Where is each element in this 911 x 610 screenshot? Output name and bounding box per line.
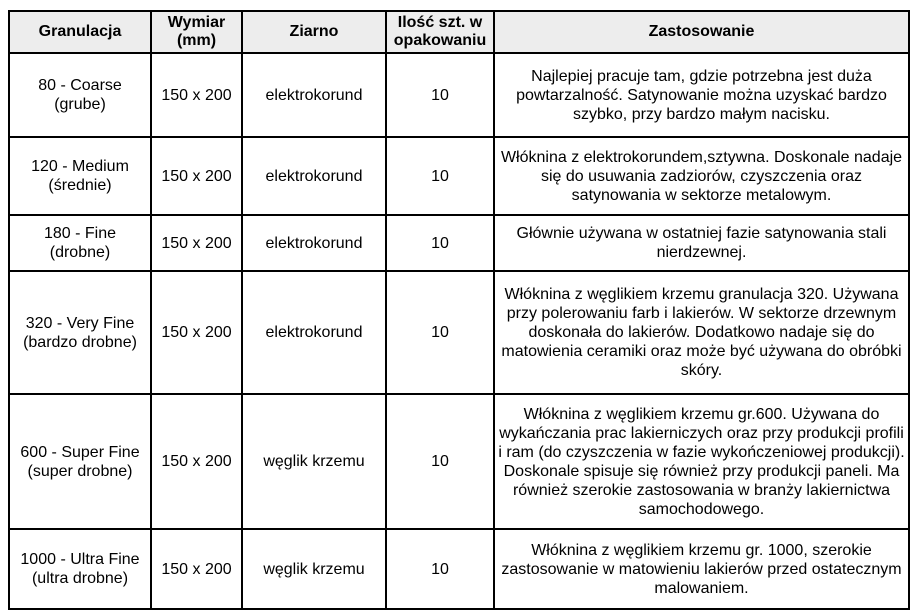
table-row	[9, 215, 909, 271]
quantity-cell: 10	[386, 271, 494, 394]
table-row	[9, 137, 909, 215]
application-cell: Głównie używana w ostatniej fazie satynowania stali nierdzewnej.	[494, 215, 909, 271]
application-cell: Włóknina z węglikiem krzemu gr.600. Używana do wykańczania prac lakierniczych oraz przy produkcji profili i ram (do czyszczenia w fazie wykończeniowej produkcji). Doskonale spisuje się również przy produkcji paneli. Ma również szerokie zastosowania w branży lakiernictwa samochodowego.	[494, 394, 909, 529]
column-header-granulacja: Granulacja	[9, 11, 151, 53]
granulation-note: (bardzo drobne)	[23, 333, 137, 351]
quantity-cell: 10	[386, 215, 494, 271]
granulation-note: (drobne)	[49, 244, 111, 261]
granulation-cell	[9, 529, 151, 609]
granulation-cell	[9, 394, 151, 529]
column-header-zastosowanie: Zastosowanie	[494, 11, 909, 53]
granulation-cell	[9, 271, 151, 394]
granulation-note: (super drobne)	[27, 462, 133, 480]
granulation-grade: 600 - Super Fine	[20, 443, 140, 461]
granulation-grade: 80 - Coarse	[38, 77, 122, 94]
application-cell: Najlepiej pracuje tam, gdzie potrzebna jest duża powtarzalność. Satynowanie można uzyskać bardzo szybko, przy bardzo małym nacisku.	[494, 53, 909, 137]
application-cell: Włóknina z elektrokorundem,sztywna. Doskonale nadaje się do usuwania zadziorów, czyszczenia oraz satynowania w sektorze metalowym.	[494, 137, 909, 215]
granulation-grade: 120 - Medium	[31, 158, 129, 175]
header-row	[9, 11, 909, 53]
grain-cell: elektrokorund	[242, 137, 386, 215]
dimension-cell: 150 x 200	[151, 215, 242, 271]
table-row	[9, 394, 909, 529]
granulation-note: (średnie)	[48, 177, 112, 194]
dimension-cell: 150 x 200	[151, 137, 242, 215]
quantity-cell: 10	[386, 137, 494, 215]
granulation-note: (ultra drobne)	[31, 570, 129, 587]
grain-cell: elektrokorund	[242, 271, 386, 394]
column-header-ziarno: Ziarno	[242, 11, 386, 53]
application-cell: Włóknina z węglikiem krzemu gr. 1000, szerokie zastosowanie w matowieniu lakierów przed ostatecznym malowaniem.	[494, 529, 909, 609]
granulation-cell	[9, 215, 151, 271]
table-row	[9, 271, 909, 394]
granulation-grade: 320 - Very Fine	[25, 314, 135, 332]
dimension-cell: 150 x 200	[151, 271, 242, 394]
product-spec-table	[8, 10, 910, 610]
application-cell: Włóknina z węglikiem krzemu granulacja 320. Używana przy polerowaniu farb i lakierów. W sektorze drzewnym doskonała do lakierów. Dodatkowo nadaje się do matowienia ceramiki oraz może być używana do obróbki skóry.	[494, 271, 909, 394]
granulation-cell	[9, 53, 151, 137]
quantity-cell: 10	[386, 529, 494, 609]
quantity-cell: 10	[386, 394, 494, 529]
table-row	[9, 53, 909, 137]
granulation-grade: 1000 - Ultra Fine	[20, 551, 140, 568]
column-header-wymiar: Wymiar (mm)	[151, 11, 242, 53]
grain-cell: elektrokorund	[242, 53, 386, 137]
granulation-grade: 180 - Fine	[43, 225, 117, 242]
table-row	[9, 529, 909, 609]
quantity-cell: 10	[386, 53, 494, 137]
granulation-note: (grube)	[54, 96, 106, 113]
grain-cell: węglik krzemu	[242, 394, 386, 529]
grain-cell: węglik krzemu	[242, 529, 386, 609]
dimension-cell: 150 x 200	[151, 394, 242, 529]
column-header-ilosc: Ilość szt. w opakowaniu	[386, 11, 494, 53]
granulation-cell	[9, 137, 151, 215]
grain-cell: elektrokorund	[242, 215, 386, 271]
dimension-cell: 150 x 200	[151, 529, 242, 609]
dimension-cell: 150 x 200	[151, 53, 242, 137]
